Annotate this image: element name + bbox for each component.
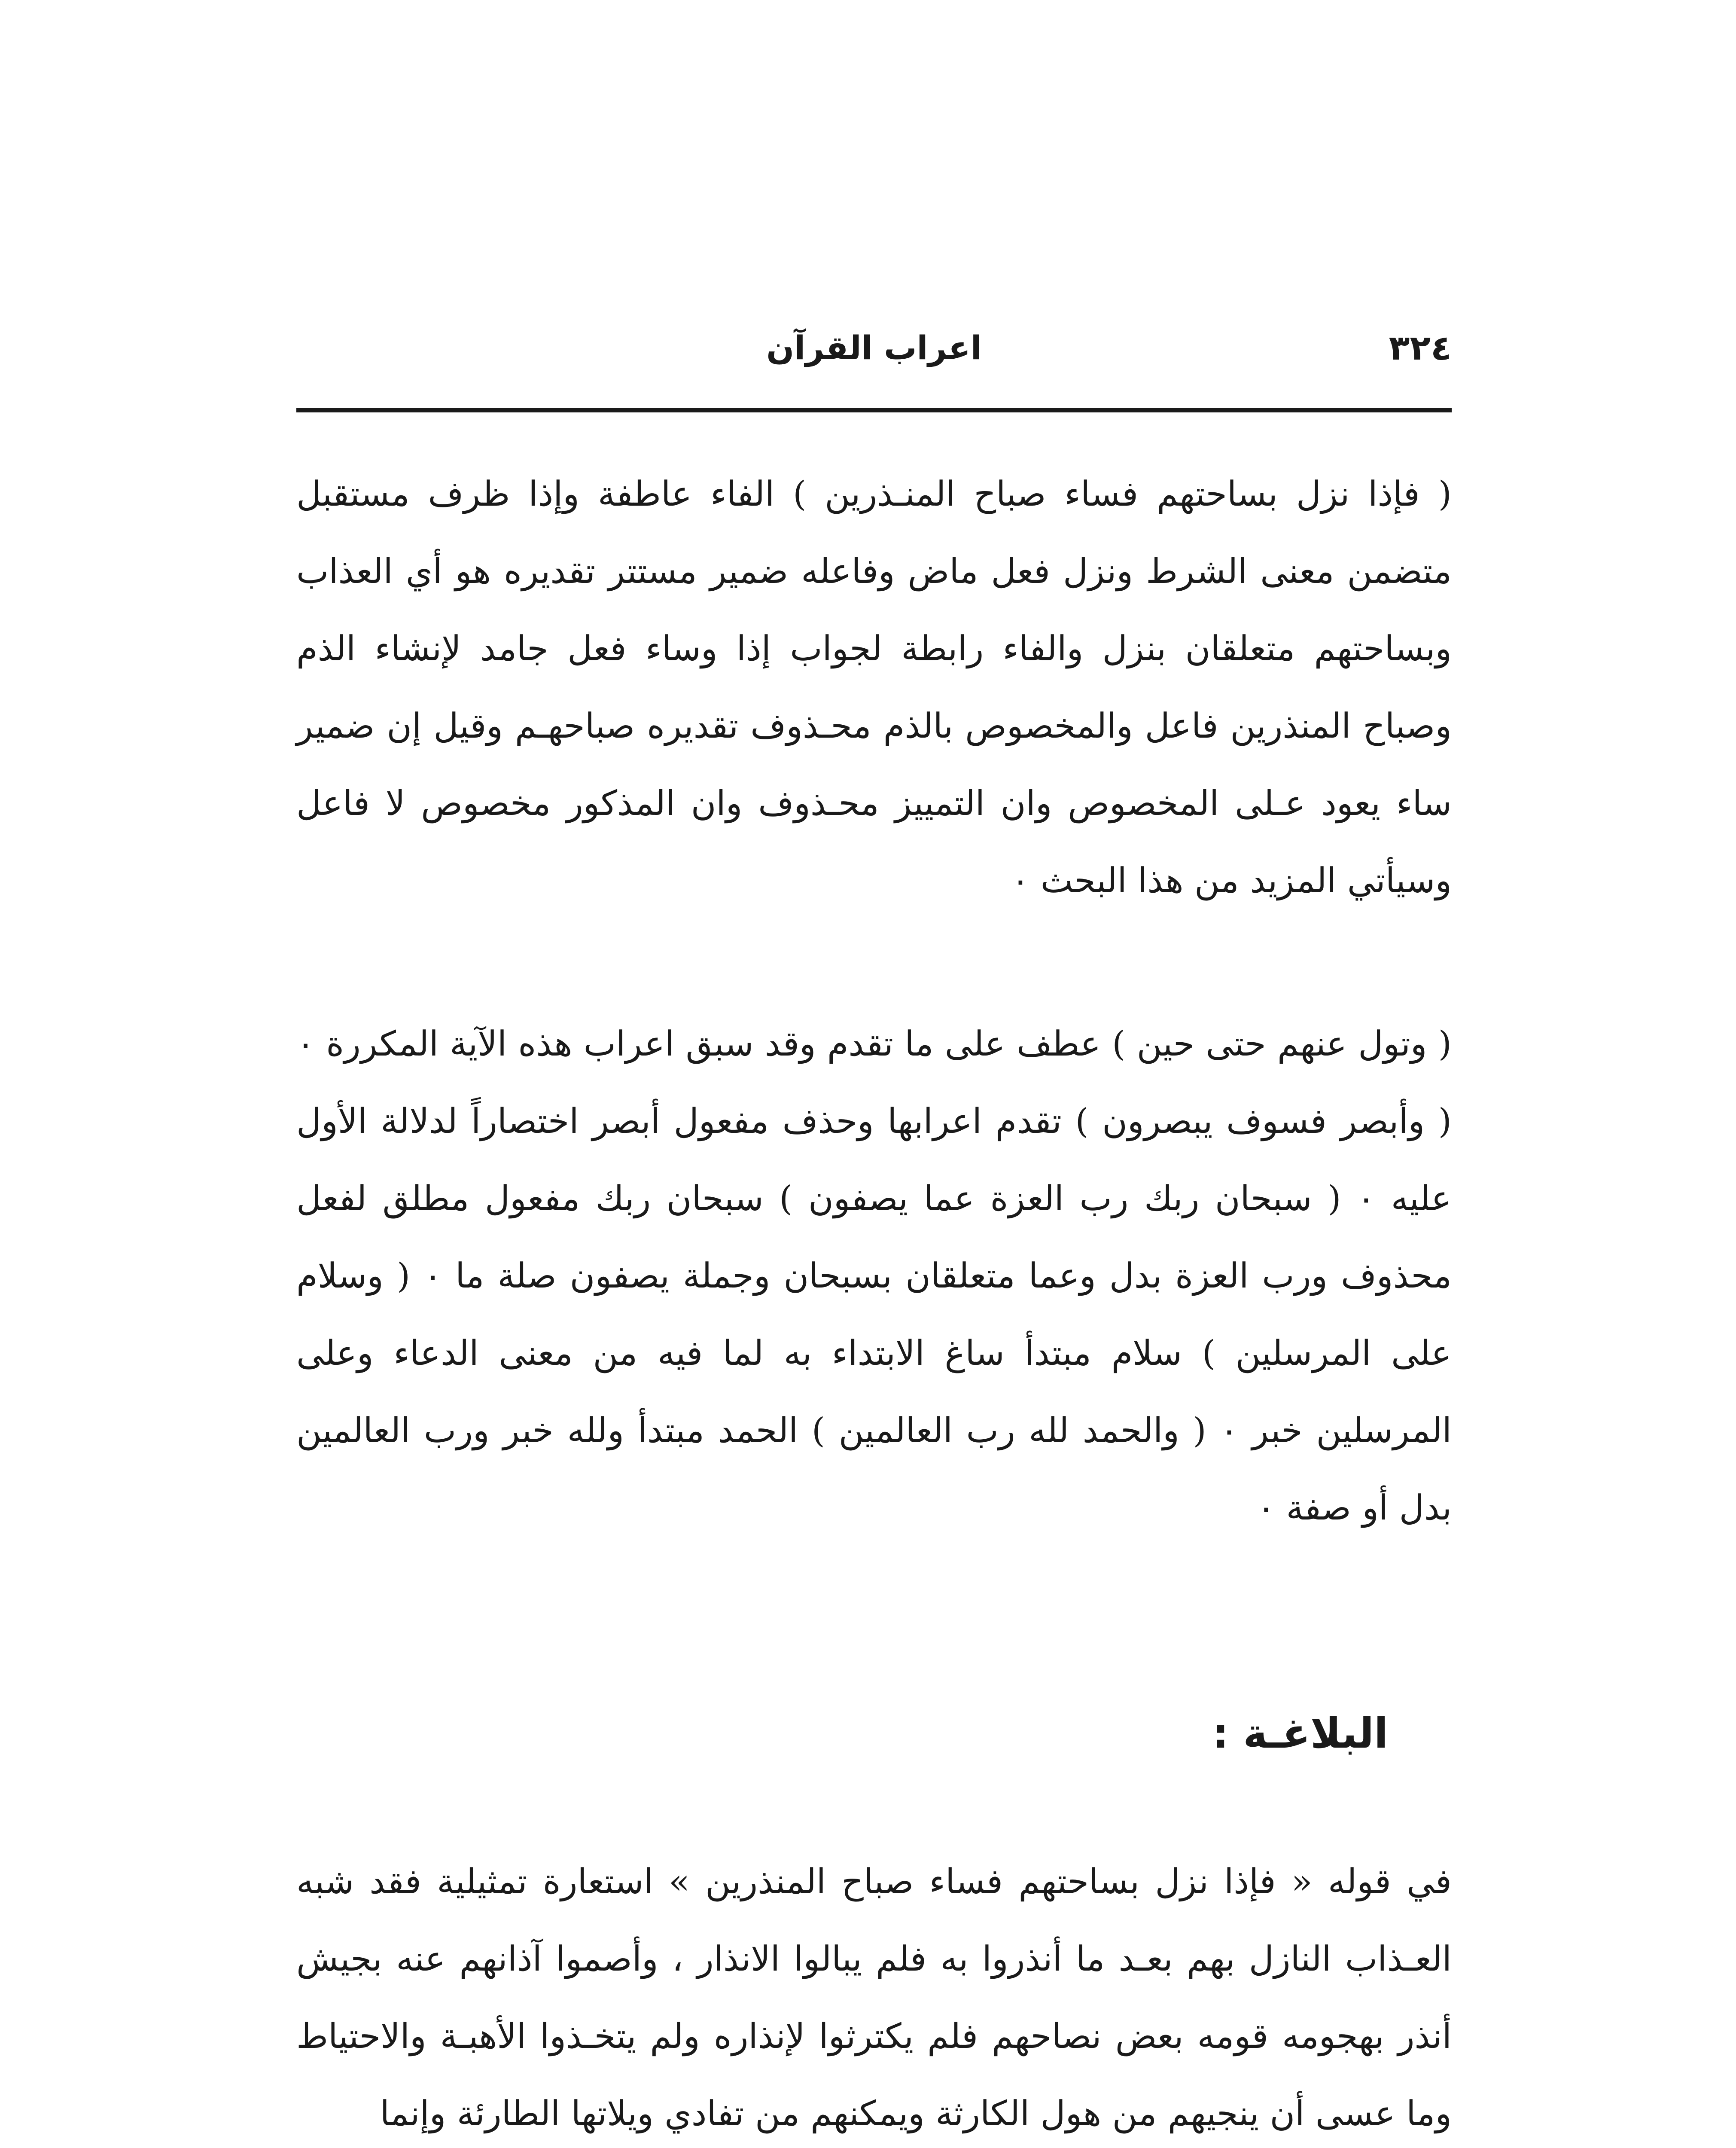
running-title: اعراب القرآن	[766, 329, 982, 367]
paragraph-irab-1: ( فإذا نزل بساحتهم فساء صباح المنـذرين ) الفاء عاطفة وإذا ظرف مستقبل متضمن معنى الشرط ونزل فعل ماض وفاعله ضمير مستتر تقديره هو أي العذاب وبساحتهم متعلقان بنزل والفاء رابطة لجواب إذا وساء فعل جامد لإنشاء الذم وصباح المنذرين فاعل والمخصوص بالذم محـذوف تقديره صباحهـم وقيل إن ضمير ساء يعود عـلى المخصوص وان التمييز محـذوف وان المذكور مخصوص لا فاعل وسيأتي المزيد من هذا البحث ٠	[296, 474, 1452, 900]
paragraph-irab-2: ( وتول عنهم حتى حين ) عطف على ما تقدم وقد سبق اعراب هذه الآية المكررة ٠ ( وأبصر فسوف يبصرون ) تقدم اعرابها وحذف مفعول أبصر اختصاراً لدلالة الأول عليه ٠ ( سبحان ربك رب العزة عما يصفون ) سبحان ربك مفعول مطلق لفعل محذوف ورب العزة بدل وعما متعلقان بسبحان وجملة يصفون صلة ما ٠ ( وسلام على المرسلين ) سلام مبتدأ ساغ الابتداء به لما فيه من معنى الدعاء وعلى المرسلين خبر ٠ ( والحمد لله رب العالمين ) الحمد مبتدأ ولله خبر ورب العالمين بدل أو صفة ٠	[296, 1024, 1452, 1528]
page-header	[296, 318, 1452, 378]
paragraph-balagha: في قوله « فإذا نزل بساحتهم فساء صباح المنذرين » استعارة تمثيلية فقد شبه العـذاب النازل بهم بعـد ما أنذروا به فلم يبالوا الانذار ، وأصموا آذانهم عنه بجيش أنذر بهجومه قومه بعض نصاحهم فلم يكترثوا لإنذاره ولم يتخـذوا الأهبـة والاحتياط وما عسى أن ينجيهم من هول الكارثة ويمكنهم من تفادي ويلاتها الطارئة وإنما	[296, 1861, 1452, 2133]
page-number: ٣٢٤	[1389, 328, 1452, 368]
header-divider	[296, 408, 1452, 412]
section-heading-balagha: البلاغـة :	[1212, 1709, 1388, 1757]
